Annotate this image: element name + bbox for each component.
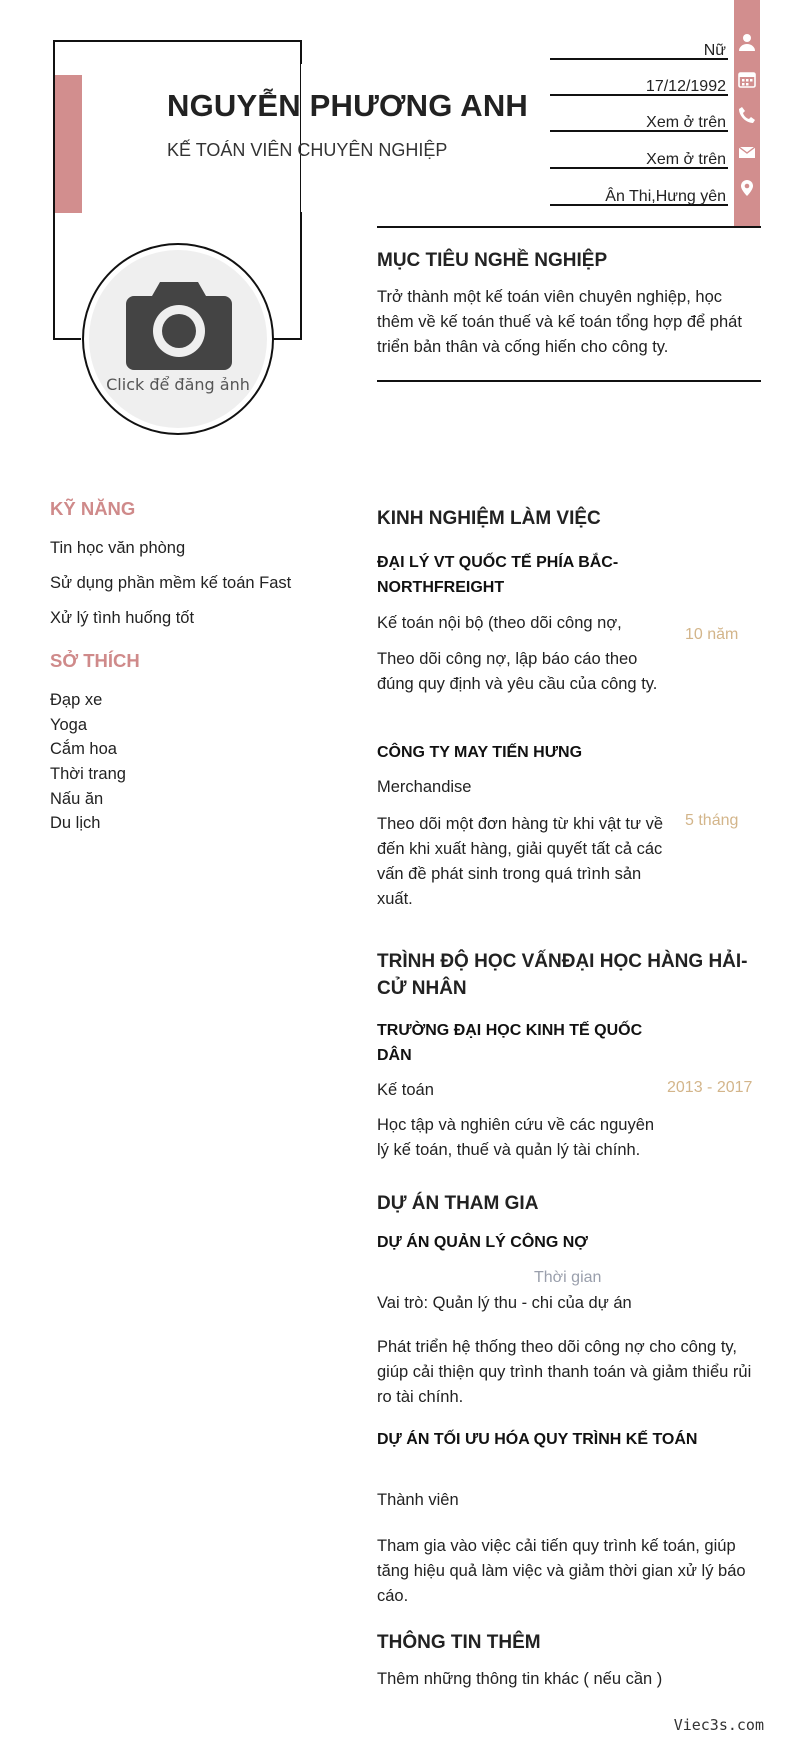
job-duration: 10 năm — [685, 626, 739, 643]
project-description: Tham gia vào việc cải tiến quy trình kế toán, giúp tăng hiệu quả làm việc và giảm thời gian xử lý báo cáo. — [377, 1537, 746, 1605]
header-frame-bottom-right — [273, 338, 302, 340]
user-icon — [738, 33, 756, 51]
header-frame-gap — [301, 64, 305, 212]
camera-icon[interactable] — [124, 276, 234, 372]
hobby-item: Du lịch — [50, 814, 101, 832]
contact-address: Ân Thi,Hưng yên — [550, 170, 728, 206]
objective-rule — [377, 380, 761, 382]
skill-item: Sử dụng phần mềm kế toán Fast — [50, 574, 292, 592]
header-frame-top — [53, 40, 302, 42]
contact-email: Xem ở trên — [550, 133, 728, 169]
project-name: DỰ ÁN QUẢN LÝ CÔNG NỢ — [377, 1234, 588, 1251]
extra-text: Thêm những thông tin khác ( nếu cần ) — [377, 1670, 663, 1688]
header-rule — [377, 226, 761, 228]
project-time-label: Thời gian — [534, 1269, 602, 1286]
education-major: Kế toán — [377, 1081, 434, 1099]
location-icon — [738, 179, 756, 197]
education-period: 2013 - 2017 — [667, 1079, 753, 1096]
extra-heading: THÔNG TIN THÊM — [377, 1632, 541, 1653]
job-position: Kế toán nội bộ (theo dõi công nợ, — [377, 614, 622, 632]
hobby-item: Cắm hoa — [50, 740, 117, 758]
hobbies-heading: SỞ THÍCH — [50, 650, 140, 671]
hobby-item: Thời trang — [50, 765, 126, 783]
job-description: Theo dõi công nợ, lập báo cáo theo đúng quy định và yêu cầu của công ty. — [377, 650, 658, 693]
contact-gender: Nữ — [550, 24, 728, 60]
hobby-item: Yoga — [50, 716, 88, 734]
job-position: Merchandise — [377, 778, 472, 796]
accent-bar — [55, 75, 82, 213]
watermark: Viec3s.com — [673, 1716, 764, 1734]
experience-heading: KINH NGHIỆM LÀM VIỆC — [377, 508, 601, 529]
calendar-icon — [738, 70, 756, 88]
contact-phone: Xem ở trên — [550, 96, 728, 132]
education-heading: TRÌNH ĐỘ HỌC VẤNĐẠI HỌC HÀNG HẢI-CỬ NHÂN — [377, 951, 748, 999]
project-role: Vai trò: Quản lý thu - chi của dự án — [377, 1294, 632, 1312]
job-company: ĐẠI LÝ VT QUỐC TẾ PHÍA BẮC-NORTHFREIGHT — [377, 554, 619, 596]
contact-birthday: 17/12/1992 — [550, 60, 728, 96]
skill-item: Xử lý tình huống tốt — [50, 609, 195, 627]
job-duration: 5 tháng — [685, 812, 739, 829]
education-description: Học tập và nghiên cứu về các nguyên lý kế toán, thuế và quản lý tài chính. — [377, 1116, 655, 1159]
hobby-item: Nấu ăn — [50, 790, 104, 808]
mail-icon — [738, 143, 756, 161]
hobby-item: Đạp xe — [50, 691, 103, 709]
job-title: KẾ TOÁN VIÊN CHUYÊN NGHIỆP — [167, 140, 448, 160]
project-name: DỰ ÁN TỐI ƯU HÓA QUY TRÌNH KẾ TOÁN — [377, 1431, 698, 1448]
education-school: TRƯỜNG ĐẠI HỌC KINH TẾ QUỐC DÂN — [377, 1022, 643, 1064]
skill-item: Tin học văn phòng — [50, 539, 186, 557]
candidate-name: NGUYỄN PHƯƠNG ANH — [167, 88, 528, 123]
skills-heading: KỸ NĂNG — [50, 498, 136, 519]
objective-heading: MỤC TIÊU NGHỀ NGHIỆP — [377, 250, 608, 271]
project-role: Thành viên — [377, 1491, 459, 1509]
phone-icon — [738, 106, 756, 124]
job-company: CÔNG TY MAY TIẾN HƯNG — [377, 744, 583, 761]
photo-upload-label[interactable]: Click để đăng ảnh — [106, 375, 250, 394]
projects-heading: DỰ ÁN THAM GIA — [377, 1193, 539, 1214]
header-frame-bottom-left — [53, 338, 81, 340]
job-description: Theo dõi một đơn hàng từ khi vật tư về đến khi xuất hàng, giải quyết tất cả các vấn đề phát sinh trong quá trình sản xuất. — [377, 815, 664, 908]
objective-text: Trở thành một kế toán viên chuyên nghiệp, học thêm về kế toán thuế và kế toán tổng hợp để phát triển bản thân và cống hiến cho công ty. — [377, 288, 742, 356]
project-description: Phát triển hệ thống theo dõi công nợ cho công ty, giúp cải thiện quy trình thanh toán và giảm thiểu rủi ro tài chính. — [377, 1338, 752, 1406]
